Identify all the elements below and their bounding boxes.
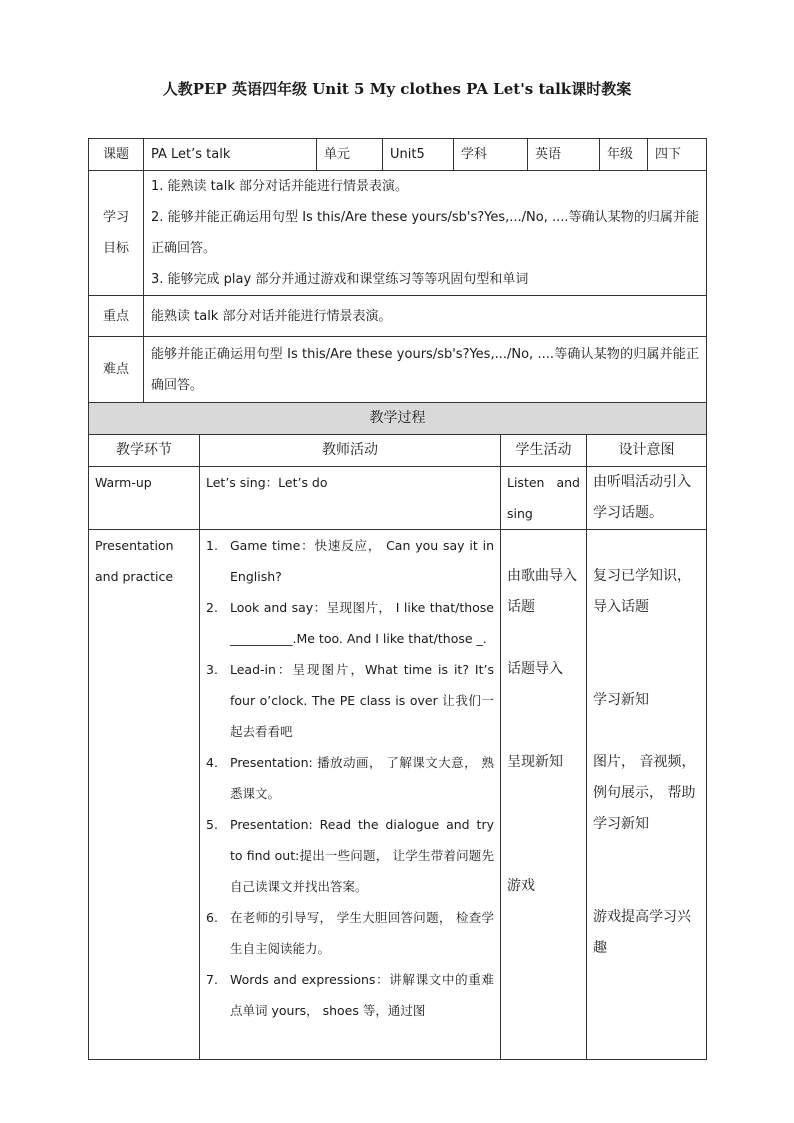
step-item xyxy=(206,902,494,964)
student-activity-1: 由歌曲导入话题 xyxy=(507,568,577,615)
objectives-row xyxy=(89,171,707,296)
teacher-steps-list xyxy=(206,530,494,1026)
process-banner: 教学过程 xyxy=(89,403,707,435)
design-intent-3: 图片， 音视频，例句展示， 帮助学习新知 xyxy=(593,754,696,832)
info-table xyxy=(88,138,707,403)
info-row xyxy=(89,139,707,171)
key-point-row xyxy=(89,296,707,337)
step-number: 4. xyxy=(206,755,218,770)
topic-value: PA Let’s talk xyxy=(144,139,317,171)
objective-item-3: 3. 能够完成 play 部分并通过游戏和课堂练习等等巩固句型和单词 xyxy=(151,272,529,287)
topic-label: 课题 xyxy=(89,139,144,171)
step-item xyxy=(206,530,494,592)
warmup-design: 由听唱活动引入学习话题。 xyxy=(587,467,707,530)
presentation-design xyxy=(587,530,707,1060)
step-text: Game time：快速反应， Can you say it in English? xyxy=(230,538,494,584)
step-item xyxy=(206,592,494,654)
student-activity-3: 呈现新知 xyxy=(507,754,563,770)
presentation-stage: Presentation and practice xyxy=(89,530,200,1060)
warmup-stage: Warm-up xyxy=(89,467,200,530)
objectives-content xyxy=(144,171,707,296)
step-number: 5. xyxy=(206,817,218,832)
design-intent-4: 游戏提高学习兴趣 xyxy=(593,909,691,956)
difficulty-row xyxy=(89,337,707,403)
warmup-student: Listen and sing xyxy=(501,467,587,530)
grade-value: 四下 xyxy=(648,139,707,171)
step-item xyxy=(206,654,494,747)
warmup-row xyxy=(89,467,707,530)
presentation-student xyxy=(501,530,587,1060)
step-text: 在老师的引导写， 学生大胆回答问题， 检查学生自主阅读能力。 xyxy=(230,910,494,956)
step-text: Presentation: Read the dialogue and try to find out:提出一些问题， 让学生带着问题先自己读课文并找出答案。 xyxy=(230,817,494,894)
step-text: Presentation: 播放动画， 了解课文大意， 熟悉课文。 xyxy=(230,755,494,801)
subject-value: 英语 xyxy=(528,139,600,171)
student-activity-4: 游戏 xyxy=(507,878,535,894)
step-text: Lead-in：呈现图片，What time is it? It’s four o’clock. The PE class is over 让我们一起去看看吧 xyxy=(230,662,494,739)
design-intent-1: 复习已学知识，导入话题 xyxy=(593,568,691,615)
grade-label: 年级 xyxy=(600,139,648,171)
document-title: 人教PEP 英语四年级 Unit 5 My clothes PA Let's talk课时教案 xyxy=(162,80,632,98)
step-number: 1. xyxy=(206,538,218,553)
step-item xyxy=(206,747,494,809)
difficulty-value: 能够并能正确运用句型 Is this/Are these yours/sb's?Yes,.../No, ....等确认某物的归属并能正确回答。 xyxy=(144,337,707,403)
presentation-teacher xyxy=(200,530,501,1060)
step-text: Look and say：呈现图片， I like that/those __________.Me too. And I like that/those _. xyxy=(230,600,494,646)
design-intent-2: 学习新知 xyxy=(593,692,649,708)
objectives-label xyxy=(89,171,144,296)
process-table xyxy=(88,402,707,1060)
step-number: 7. xyxy=(206,972,218,987)
step-number: 3. xyxy=(206,662,218,677)
header-stage: 教学环节 xyxy=(89,435,200,467)
header-student: 学生活动 xyxy=(501,435,587,467)
step-number: 6. xyxy=(206,910,218,925)
subject-label: 学科 xyxy=(454,139,528,171)
warmup-teacher: Let’s sing：Let’s do xyxy=(200,467,501,530)
key-point-label: 重点 xyxy=(89,296,144,337)
objectives-label-line2: 目标 xyxy=(102,241,129,256)
unit-value: Unit5 xyxy=(383,139,454,171)
step-item xyxy=(206,964,494,1026)
step-item xyxy=(206,809,494,902)
step-text: Words and expressions：讲解课文中的重难点单词 yours， shoes 等，通过图 xyxy=(230,972,494,1018)
objective-item-1: 1. 能熟读 talk 部分对话并能进行情景表演。 xyxy=(151,179,409,194)
student-activity-2: 话题导入 xyxy=(507,661,563,677)
key-point-value: 能熟读 talk 部分对话并能进行情景表演。 xyxy=(144,296,707,337)
difficulty-label: 难点 xyxy=(89,337,144,403)
process-banner-row xyxy=(89,403,707,435)
presentation-row xyxy=(89,530,707,1060)
step-number: 2. xyxy=(206,600,218,615)
objective-item-2: 2. 能够并能正确运用句型 Is this/Are these yours/sb's?Yes,.../No, ....等确认某物的归属并能正确回答。 xyxy=(151,210,699,256)
header-design: 设计意图 xyxy=(587,435,707,467)
objectives-label-line1: 学习 xyxy=(102,210,129,225)
unit-label: 单元 xyxy=(317,139,383,171)
header-teacher: 教师活动 xyxy=(200,435,501,467)
process-header-row xyxy=(89,435,707,467)
